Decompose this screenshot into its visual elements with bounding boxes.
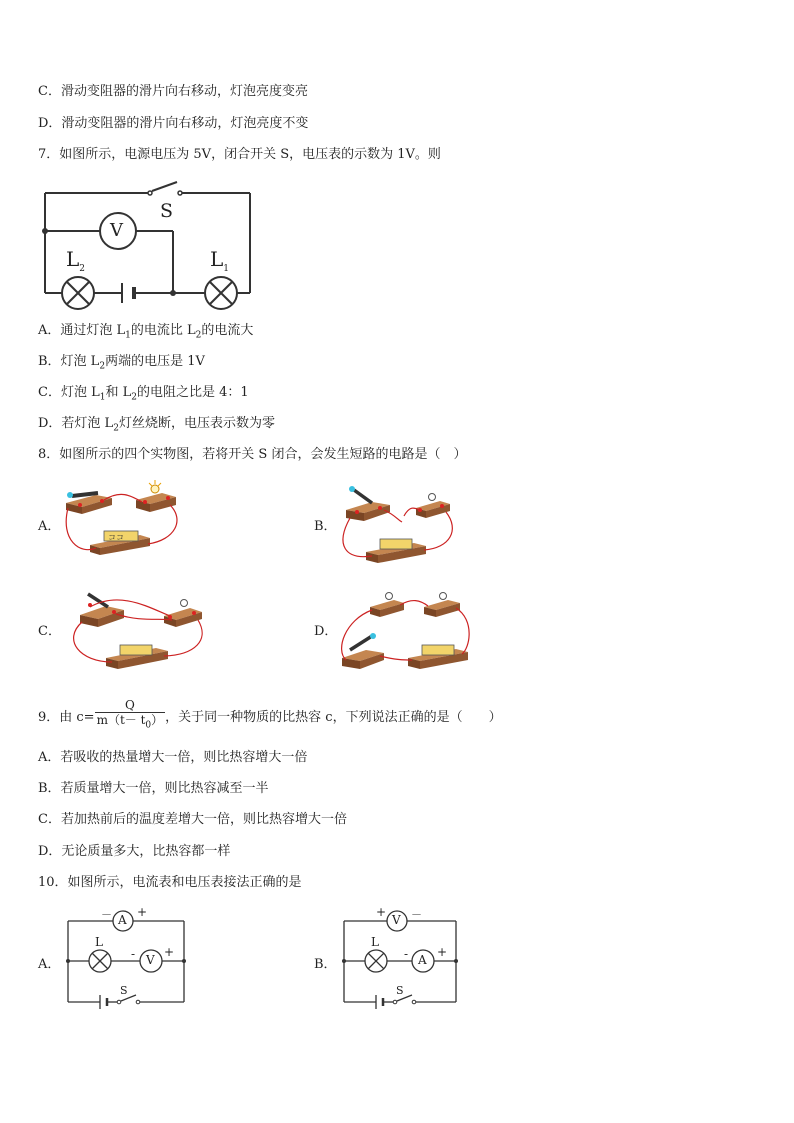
q7-switch-label: S bbox=[160, 200, 174, 222]
q10a-voltmeter-plus: + bbox=[164, 945, 175, 959]
q8-label-b: B． bbox=[314, 519, 337, 534]
q8-label-a: A． bbox=[38, 519, 61, 534]
q7-option-a: A．通过灯泡 $L_1$的电流比 $L_2$的电流大 bbox=[38, 323, 254, 341]
q10b-voltmeter-minus: － bbox=[411, 908, 422, 921]
q7-option-b: B．灯泡 $L_2$两端的电压是 1V bbox=[38, 354, 205, 372]
q10a-ammeter-minus: － bbox=[101, 908, 112, 921]
q10-label-b: B． bbox=[314, 957, 337, 972]
q7-lamp1-label: $L_1$ bbox=[210, 247, 230, 274]
q10b-switch-label: S bbox=[396, 984, 404, 997]
q8-label-c: C． bbox=[38, 624, 61, 639]
q10a-ammeter-label: A bbox=[118, 913, 127, 927]
specific-heat-fraction: $\frac{Q}{m(t- t_0)}$ bbox=[95, 698, 166, 733]
q10a-voltmeter-label: V bbox=[146, 953, 155, 967]
q7-voltmeter-label: V bbox=[110, 220, 123, 241]
q7-option-d: D．若灯泡 $L_2$灯丝烧断，电压表示数为零 bbox=[38, 416, 275, 434]
q10-stem: 10．如图所示，电流表和电压表接法正确的是 bbox=[38, 875, 302, 890]
q10b-lamp-label: L bbox=[371, 935, 379, 949]
q10a-lamp-label: L bbox=[95, 935, 103, 949]
q10-label-a: A． bbox=[38, 957, 61, 972]
q10b-voltmeter-plus: + bbox=[376, 905, 387, 919]
q10a-voltmeter-minus: - bbox=[131, 947, 136, 961]
q9-option-a: A．若吸收的热量增大一倍，则比热容增大一倍 bbox=[38, 750, 308, 765]
q10b-ammeter-minus: - bbox=[404, 947, 409, 961]
q10b-ammeter-label: A bbox=[418, 953, 427, 967]
q9-option-b: B．若质量增大一倍，则比热容减至一半 bbox=[38, 781, 269, 796]
q10a-switch-label: S bbox=[120, 984, 128, 997]
q7-lamp2-label: $L_2$ bbox=[66, 247, 86, 274]
svg-text:ココ: ココ bbox=[108, 533, 124, 542]
q7-stem: 7．如图所示，电源电压为 5V，闭合开关 S，电压表的示数为 1V。则 bbox=[38, 147, 441, 162]
q10b-ammeter-plus: + bbox=[437, 945, 448, 959]
q8-stem: 8．如图所示的四个实物图，若将开关 S 闭合，会发生短路的电路是（ ） bbox=[38, 447, 467, 462]
q7-option-c: C．灯泡 $L_1$和 $L_2$的电阻之比是 4：1 bbox=[38, 385, 249, 403]
q6-option-c: C．滑动变阻器的滑片向右移动，灯泡亮度变亮 bbox=[38, 84, 308, 99]
q6-option-d: D．滑动变阻器的滑片向右移动，灯泡亮度不变 bbox=[38, 116, 309, 131]
q8-label-d: D． bbox=[314, 624, 338, 639]
q10a-ammeter-plus: + bbox=[137, 905, 148, 919]
q9-option-d: D．无论质量多大，比热容都一样 bbox=[38, 844, 231, 859]
q10b-voltmeter-label: V bbox=[392, 913, 401, 927]
q9-stem: 9．由 c= $\frac{Q}{m(t- t_0)}$ ，关于同一种物质的比热容 c，下列说法正确的是（ ） bbox=[38, 700, 502, 735]
q9-option-c: C．若加热前后的温度差增大一倍，则比热容增大一倍 bbox=[38, 812, 347, 827]
